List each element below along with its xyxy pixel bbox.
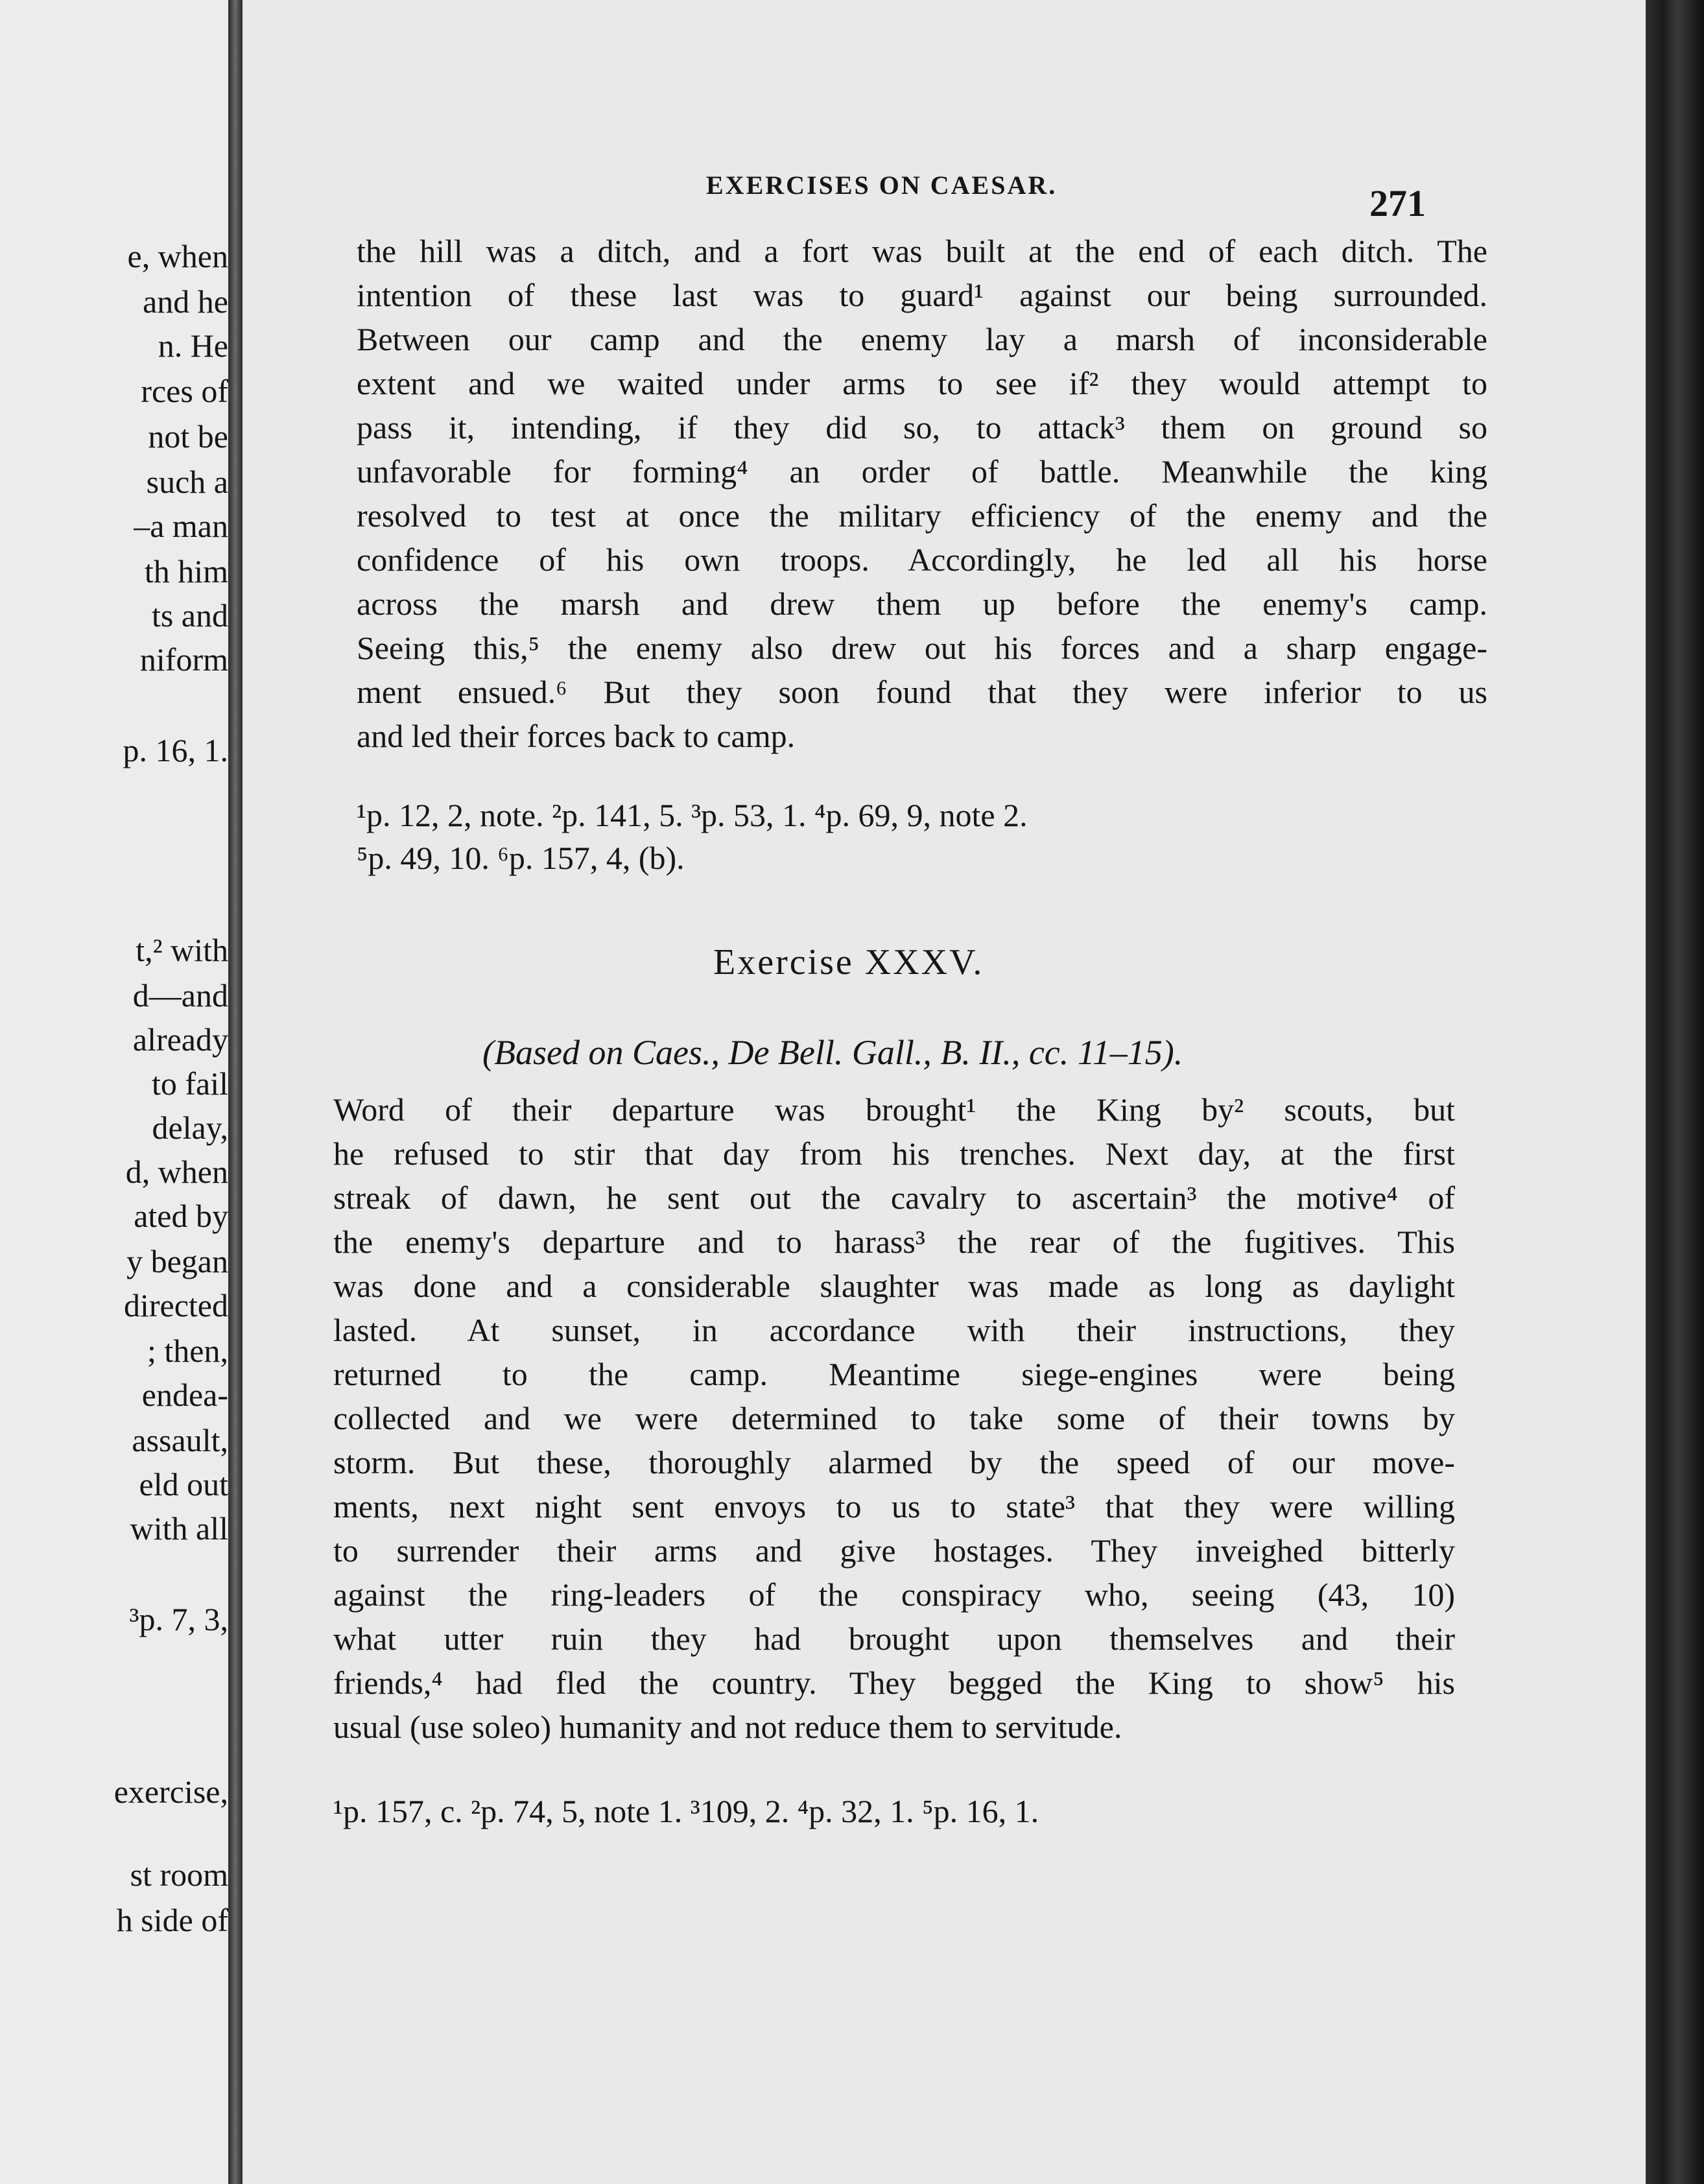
paragraph-line: extent and we waited under arms to see if² they would attempt to xyxy=(357,365,1487,401)
paragraph-line: returned to the camp. Meantime siege-engines were being xyxy=(333,1356,1455,1392)
book-gutter xyxy=(228,0,243,2184)
left-page-line: ated by xyxy=(134,1198,228,1234)
left-page-line: th him xyxy=(144,553,228,589)
paragraph-line: Word of their departure was brought¹ the King by² scouts, but xyxy=(333,1091,1455,1128)
left-page-line: ts and xyxy=(151,597,228,634)
left-page-line: delay, xyxy=(152,1110,228,1146)
paragraph-line: unfavorable for forming⁴ an order of battle. Meanwhile the king xyxy=(357,453,1487,490)
paragraph-line: confidence of his own troops. Accordingly, he led all his horse xyxy=(357,541,1487,578)
left-page-line: niform xyxy=(139,641,228,678)
paragraph-line: lasted. At sunset, in accordance with their instructions, they xyxy=(333,1312,1455,1348)
paragraph-line: what utter ruin they had brought upon themselves and their xyxy=(333,1620,1455,1657)
left-page-line: already xyxy=(132,1021,228,1058)
left-page-line: t,² with xyxy=(136,932,228,968)
left-page-line: n. He xyxy=(158,327,228,364)
paragraph-line: ment ensued.⁶ But they soon found that they were inferior to us xyxy=(357,674,1487,710)
footnote-line: ¹p. 12, 2, note. ²p. 141, 5. ³p. 53, 1. ⁴p. 69, 9, note 2. xyxy=(357,797,1028,833)
paragraph-line: friends,⁴ had fled the country. They begged the King to show⁵ his xyxy=(333,1665,1455,1701)
left-page-line: y began xyxy=(126,1243,228,1279)
left-page-line: –a man xyxy=(134,508,228,544)
left-page-line: endea- xyxy=(141,1377,228,1413)
left-page-line: d, when xyxy=(125,1154,228,1190)
book-page xyxy=(243,0,1646,2184)
left-page-line: not be xyxy=(148,418,228,455)
left-page-line: e, when xyxy=(127,238,228,274)
paragraph-line: streak of dawn, he sent out the cavalry to ascertain³ the motive⁴ of xyxy=(333,1180,1455,1216)
left-page-line: d—and xyxy=(132,977,228,1014)
left-page-line: with all xyxy=(130,1510,228,1547)
left-page-line: eld out xyxy=(139,1466,228,1502)
left-page-line: ³p. 7, 3, xyxy=(129,1601,228,1637)
left-page-line: to fail xyxy=(151,1065,228,1102)
paragraph-line: Seeing this,⁵ the enemy also drew out his forces and a sharp engage- xyxy=(357,630,1487,666)
previous-page-fragment xyxy=(0,0,228,2184)
paragraph-line: to surrender their arms and give hostages. They inveighed bitterly xyxy=(333,1532,1455,1569)
paragraph-line: he refused to stir that day from his trenches. Next day, at the first xyxy=(333,1135,1455,1172)
left-page-line: assault, xyxy=(132,1422,228,1458)
paragraph-line: storm. But these, thoroughly alarmed by the speed of our move- xyxy=(333,1444,1455,1480)
left-page-line: st room xyxy=(130,1857,228,1893)
paragraph-line: the hill was a ditch, and a fort was built at the end of each ditch. The xyxy=(357,233,1487,269)
exercise-title: Exercise XXXV. xyxy=(713,942,984,982)
left-page-line: such a xyxy=(146,464,228,500)
left-page-line: ; then, xyxy=(147,1333,228,1369)
page-number: 271 xyxy=(1369,182,1426,224)
footnote-line: ¹p. 157, c. ²p. 74, 5, note 1. ³109, 2. ⁴p. 32, 1. ⁵p. 16, 1. xyxy=(333,1793,1039,1829)
left-page-line: rces of xyxy=(141,373,228,409)
paragraph-line: and led their forces back to camp. xyxy=(357,718,796,754)
left-page-line: directed xyxy=(123,1287,228,1323)
paragraph-line: pass it, intending, if they did so, to attack³ them on ground so xyxy=(357,409,1487,445)
left-page-line: h side of xyxy=(116,1902,228,1938)
paragraph-line: resolved to test at once the military efficiency of the enemy and the xyxy=(357,497,1487,534)
left-page-line: and he xyxy=(143,283,228,320)
paragraph-line: the enemy's departure and to harass³ the rear of the fugitives. This xyxy=(333,1224,1455,1260)
paragraph-line: usual (use soleo) humanity and not reduce them to servitude. xyxy=(333,1709,1122,1745)
left-page-line: exercise, xyxy=(113,1774,228,1810)
page-edge-shadow xyxy=(1646,0,1704,2184)
paragraph-line: ments, next night sent envoys to us to state³ that they were willing xyxy=(333,1488,1455,1525)
footnote-line: ⁵p. 49, 10. ⁶p. 157, 4, (b). xyxy=(357,840,685,876)
paragraph-line: Between our camp and the enemy lay a marsh of inconsiderable xyxy=(357,321,1487,357)
running-head: EXERCISES ON CAESAR. xyxy=(706,171,1058,200)
paragraph-line: against the ring-leaders of the conspiracy who, seeing (43, 10) xyxy=(333,1576,1455,1613)
paragraph-line: across the marsh and drew them up before the enemy's camp. xyxy=(357,586,1487,622)
paragraph-line: collected and we were determined to take some of their towns by xyxy=(333,1400,1455,1436)
paragraph-line: intention of these last was to guard¹ against our being surrounded. xyxy=(357,277,1487,313)
left-page-line: p. 16, 1. xyxy=(123,732,228,768)
paragraph-line: was done and a considerable slaughter was made as long as daylight xyxy=(333,1268,1455,1304)
exercise-subtitle: (Based on Caes., De Bell. Gall., B. II., cc. 11–15). xyxy=(482,1033,1183,1072)
